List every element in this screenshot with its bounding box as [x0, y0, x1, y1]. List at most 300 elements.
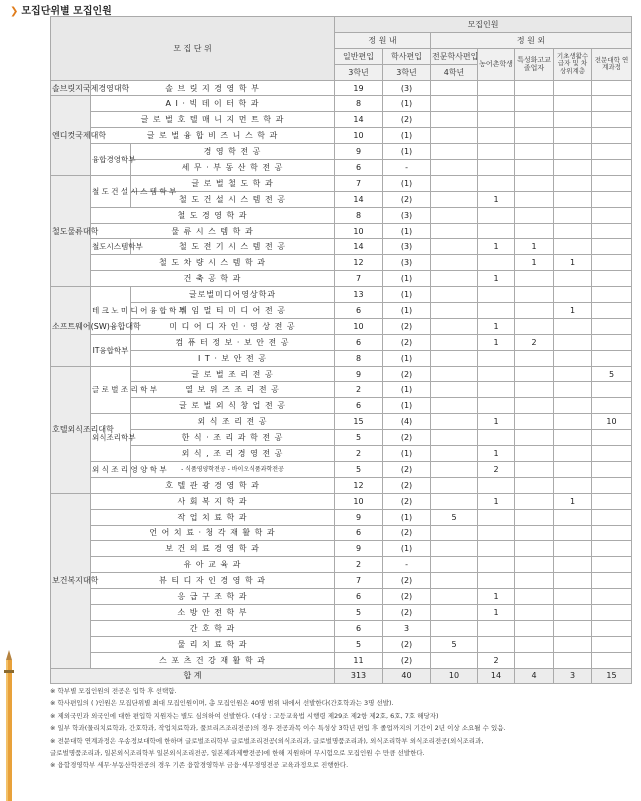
count-cell: 15 [335, 414, 383, 430]
count-cell [515, 477, 554, 493]
count-cell: (1) [383, 96, 431, 112]
major-cell: 경 영 학 전 공 [131, 144, 335, 160]
count-cell: 1 [478, 604, 515, 620]
count-cell [592, 128, 632, 144]
department-cell: 보 건 의 료 경 영 학 과 [91, 541, 335, 557]
chevron-right-icon: ❯ [10, 6, 19, 17]
count-cell [431, 414, 478, 430]
table-row [51, 525, 632, 541]
count-cell [515, 446, 554, 462]
count-cell: (3) [383, 207, 431, 223]
count-cell: 1 [478, 589, 515, 605]
division-cell: 외식조리학부 [91, 414, 131, 462]
count-cell [515, 318, 554, 334]
count-cell [515, 112, 554, 128]
header-recruit-unit: 모 집 단 위 [51, 17, 335, 81]
count-cell [478, 398, 515, 414]
count-cell: 1 [478, 239, 515, 255]
table-row [51, 573, 632, 589]
count-cell: 10 [592, 414, 632, 430]
count-cell [431, 541, 478, 557]
notes [50, 685, 635, 772]
count-cell: 6 [335, 620, 383, 636]
count-cell [478, 303, 515, 319]
department-cell: 글 로 벌 호 텔 매 니 지 먼 트 학 과 [91, 112, 335, 128]
count-cell: (2) [383, 191, 431, 207]
count-cell: 1 [478, 493, 515, 509]
count-cell [554, 414, 592, 430]
count-cell: (1) [383, 350, 431, 366]
department-cell: 물 류 시 스 템 학 과 [91, 223, 335, 239]
count-cell [515, 366, 554, 382]
count-cell [478, 287, 515, 303]
major-cell: 철 도 건 설 시 스 템 전 공 [131, 191, 335, 207]
count-cell: 10 [335, 128, 383, 144]
table-row [51, 334, 632, 350]
count-cell [478, 620, 515, 636]
table-row [51, 636, 632, 652]
college-cell: 엔디컷국제대학 [51, 96, 91, 175]
count-cell [554, 175, 592, 191]
count-cell [515, 175, 554, 191]
count-cell [478, 366, 515, 382]
count-cell: (2) [383, 589, 431, 605]
count-cell [515, 509, 554, 525]
header-outside-quota: 정 원 외 [431, 32, 632, 48]
count-cell: 10 [335, 223, 383, 239]
count-cell: (2) [383, 430, 431, 446]
count-cell [515, 589, 554, 605]
count-cell [431, 207, 478, 223]
count-cell [478, 207, 515, 223]
note-line: ※ 일부 학과(물리치료학과, 간호학과, 작업치료학과, 풀브리즈조리전공)의 경우 전공과목 이수 특성상 3학년 편입 후 졸업까지의 기간이 2년 이상 소요될 수 있음. [50, 724, 506, 733]
count-cell: 11 [335, 652, 383, 668]
count-cell [431, 461, 478, 477]
count-cell [554, 287, 592, 303]
total-label: 합 계 [51, 668, 335, 684]
count-cell: 6 [335, 303, 383, 319]
count-cell [431, 430, 478, 446]
major-cell: 세 무 · 부 동 산 학 전 공 [131, 160, 335, 176]
count-cell [478, 144, 515, 160]
count-cell: 5 [335, 430, 383, 446]
header-grade3: 3학년 [335, 64, 383, 80]
count-cell [554, 96, 592, 112]
count-cell: 10 [335, 318, 383, 334]
count-cell: 6 [335, 589, 383, 605]
division-cell: 외 식 조 리 영 양 학 부 [91, 461, 131, 477]
count-cell: 5 [335, 461, 383, 477]
count-cell [431, 493, 478, 509]
department-cell: A I · 빅 데 이 터 학 과 [91, 96, 335, 112]
count-cell [431, 350, 478, 366]
count-cell: (2) [383, 525, 431, 541]
total-count-cell: 4 [515, 668, 554, 684]
count-cell [554, 430, 592, 446]
table-row [51, 557, 632, 573]
table-row [51, 446, 632, 462]
count-cell: (2) [383, 604, 431, 620]
total-count-cell: 10 [431, 668, 478, 684]
count-cell [592, 604, 632, 620]
count-cell [478, 636, 515, 652]
pencil-icon [0, 650, 20, 801]
count-cell: (2) [383, 366, 431, 382]
count-cell [554, 509, 592, 525]
count-cell [515, 303, 554, 319]
count-cell [431, 255, 478, 271]
note-line: ※ 융합경영학부 세무·부동산학전공의 경우 기존 융합경영학부 금융·세무경영전공 교육과정으로 진행한다. [50, 761, 349, 770]
count-cell: 9 [335, 366, 383, 382]
count-cell: (3) [383, 255, 431, 271]
major-cell: I T · 보 안 전 공 [131, 350, 335, 366]
count-cell [515, 604, 554, 620]
table-row [51, 604, 632, 620]
count-cell [592, 620, 632, 636]
count-cell [554, 191, 592, 207]
count-cell [431, 604, 478, 620]
count-cell [554, 477, 592, 493]
count-cell [592, 589, 632, 605]
table-row [51, 271, 632, 287]
count-cell [515, 620, 554, 636]
count-cell [431, 160, 478, 176]
department-cell: 글 로 벌 융 합 비 즈 니 스 학 과 [91, 128, 335, 144]
count-cell: 1 [515, 255, 554, 271]
count-cell [515, 414, 554, 430]
count-cell: (1) [383, 287, 431, 303]
count-cell [554, 382, 592, 398]
count-cell [554, 239, 592, 255]
count-cell: (2) [383, 573, 431, 589]
count-cell [478, 573, 515, 589]
count-cell [554, 318, 592, 334]
count-cell: (1) [383, 303, 431, 319]
count-cell: 8 [335, 350, 383, 366]
department-cell: 언 어 치 료 · 청 각 재 활 학 과 [91, 525, 335, 541]
count-cell: 5 [431, 636, 478, 652]
count-cell [554, 334, 592, 350]
table-row [51, 255, 632, 271]
major-cell: 글 로 벌 철 도 학 과 [131, 175, 335, 191]
count-cell [592, 223, 632, 239]
count-cell [554, 350, 592, 366]
count-cell: 6 [335, 160, 383, 176]
count-cell [592, 255, 632, 271]
count-cell: 6 [335, 398, 383, 414]
count-cell [431, 557, 478, 573]
count-cell [592, 80, 632, 96]
count-cell [431, 477, 478, 493]
count-cell [592, 287, 632, 303]
count-cell: - [383, 557, 431, 573]
count-cell [478, 223, 515, 239]
count-cell [431, 382, 478, 398]
count-cell [515, 223, 554, 239]
total-count-cell: 15 [592, 668, 632, 684]
header-college-transfer: 전문학사편입 [431, 48, 478, 64]
major-cell: - 식품영양학전공 - 바이오식품과학전공 [131, 461, 335, 477]
section-title [10, 2, 112, 17]
count-cell: (1) [383, 144, 431, 160]
count-cell: 1 [478, 271, 515, 287]
count-cell: 10 [335, 493, 383, 509]
table-row [51, 398, 632, 414]
table-row [51, 461, 632, 477]
count-cell [478, 175, 515, 191]
count-cell [431, 96, 478, 112]
count-cell [592, 652, 632, 668]
count-cell [478, 525, 515, 541]
table-row [51, 414, 632, 430]
table-row [51, 589, 632, 605]
major-cell: 철 도 전 기 시 스 템 전 공 [131, 239, 335, 255]
count-cell [515, 191, 554, 207]
count-cell [554, 128, 592, 144]
table-row [51, 366, 632, 382]
division-cell: IT융합학부 [91, 334, 131, 366]
count-cell: (2) [383, 461, 431, 477]
department-cell: 유 아 교 육 과 [91, 557, 335, 573]
total-count-cell: 40 [383, 668, 431, 684]
count-cell [554, 398, 592, 414]
count-cell [592, 350, 632, 366]
count-cell [554, 461, 592, 477]
count-cell: 14 [335, 112, 383, 128]
count-cell [554, 652, 592, 668]
count-cell: 14 [335, 191, 383, 207]
department-cell: 건 축 공 학 과 [91, 271, 335, 287]
department-cell: 철 도 차 량 시 스 템 학 과 [91, 255, 335, 271]
count-cell: 9 [335, 144, 383, 160]
count-cell [592, 398, 632, 414]
count-cell [515, 652, 554, 668]
count-cell: (1) [383, 271, 431, 287]
division-cell: 융합경영학부 [91, 144, 131, 176]
count-cell [478, 541, 515, 557]
count-cell [515, 636, 554, 652]
total-count-cell: 14 [478, 668, 515, 684]
count-cell: 1 [478, 334, 515, 350]
count-cell [592, 636, 632, 652]
major-cell: 외 식 조 리 전 공 [131, 414, 335, 430]
major-cell: 글로벌미디어영상학과 [131, 287, 335, 303]
count-cell: 2 [335, 557, 383, 573]
table-row [51, 207, 632, 223]
count-cell [592, 525, 632, 541]
count-cell [478, 255, 515, 271]
count-cell: 6 [335, 334, 383, 350]
note-line: ※ 제외국민과 외국인에 대한 편입학 지원자는 별도 심의하여 선발한다. (대상 : 고등교육법 시행령 제29조 제2항 제2호, 6호, 7호 해당자) [50, 711, 439, 720]
count-cell [431, 223, 478, 239]
count-cell: (2) [383, 477, 431, 493]
count-cell: (4) [383, 414, 431, 430]
division-cell: 테 크 노 미 디 어 융 합 학 부 [91, 287, 131, 335]
count-cell [431, 334, 478, 350]
count-cell [515, 96, 554, 112]
count-cell: (2) [383, 334, 431, 350]
count-cell: 2 [478, 652, 515, 668]
header-rural: 농어촌학생 [478, 48, 515, 80]
count-cell [478, 80, 515, 96]
count-cell [515, 128, 554, 144]
count-cell [431, 398, 478, 414]
department-cell: 사 회 복 지 학 과 [91, 493, 335, 509]
count-cell [592, 557, 632, 573]
count-cell: (3) [383, 239, 431, 255]
count-cell: 13 [335, 287, 383, 303]
count-cell [592, 175, 632, 191]
count-cell [478, 350, 515, 366]
division-cell: 철도시스템학부 [91, 239, 131, 255]
count-cell [592, 303, 632, 319]
count-cell: (1) [383, 541, 431, 557]
header-academic-transfer: 학사편입 [383, 48, 431, 64]
major-cell: 컴 퓨 터 정 보 · 보 안 전 공 [131, 334, 335, 350]
count-cell: 19 [335, 80, 383, 96]
college-cell: 소프트웨어(SW)융합대학 [51, 287, 91, 366]
table-row [51, 160, 632, 176]
table-row [51, 477, 632, 493]
header-general-transfer: 일반편입 [335, 48, 383, 64]
count-cell [592, 461, 632, 477]
major-cell: 게 임 멀 티 미 디 어 전 공 [131, 303, 335, 319]
count-cell [554, 207, 592, 223]
count-cell: 12 [335, 477, 383, 493]
count-cell: 1 [554, 255, 592, 271]
count-cell [554, 541, 592, 557]
count-cell [592, 112, 632, 128]
count-cell: 1 [554, 493, 592, 509]
count-cell: 6 [335, 525, 383, 541]
count-cell [478, 430, 515, 446]
count-cell [592, 144, 632, 160]
major-cell: 미 디 어 디 자 인 · 영 상 전 공 [131, 318, 335, 334]
count-cell [592, 573, 632, 589]
count-cell [554, 366, 592, 382]
count-cell [478, 382, 515, 398]
count-cell: 8 [335, 207, 383, 223]
count-cell [554, 620, 592, 636]
table-row [51, 620, 632, 636]
division-cell: 글 로 벌 조 리 학 부 [91, 366, 131, 414]
count-cell: 5 [592, 366, 632, 382]
count-cell: (2) [383, 652, 431, 668]
college-cell: 보건복지대학 [51, 493, 91, 668]
count-cell [592, 160, 632, 176]
count-cell [515, 398, 554, 414]
count-cell [431, 573, 478, 589]
count-cell [592, 271, 632, 287]
count-cell: 9 [335, 509, 383, 525]
table-row [51, 112, 632, 128]
count-cell [515, 144, 554, 160]
table-row [51, 80, 632, 96]
major-cell: 한 식 · 조 리 과 학 전 공 [131, 430, 335, 446]
count-cell [431, 446, 478, 462]
count-cell [431, 112, 478, 128]
total-count-cell: 313 [335, 668, 383, 684]
count-cell [592, 509, 632, 525]
count-cell [515, 350, 554, 366]
count-cell [431, 239, 478, 255]
table-row [51, 652, 632, 668]
header-within-quota: 정 원 내 [335, 32, 431, 48]
count-cell [515, 382, 554, 398]
major-cell: 글 로 벌 외 식 창 업 전 공 [131, 398, 335, 414]
count-cell [515, 573, 554, 589]
department-cell: 소 방 안 전 학 부 [91, 604, 335, 620]
count-cell [515, 461, 554, 477]
note-line: ※ 전문대학 연계과정은 우송정보대학에 한하며 글로벌조리학부 글로벌조리전공(외식조리과, 글로벌명품조리과), 외식조리학부 외식조리전공(외식조리과, [50, 736, 484, 745]
count-cell: 1 [515, 239, 554, 255]
count-cell: 2 [515, 334, 554, 350]
count-cell: 2 [335, 446, 383, 462]
table-row [51, 96, 632, 112]
count-cell [515, 160, 554, 176]
count-cell: 7 [335, 271, 383, 287]
count-cell [515, 287, 554, 303]
count-cell [592, 191, 632, 207]
count-cell [515, 80, 554, 96]
table-row [51, 128, 632, 144]
count-cell: 9 [335, 541, 383, 557]
count-cell [431, 175, 478, 191]
count-cell: (1) [383, 509, 431, 525]
count-cell: (1) [383, 382, 431, 398]
note-line: ※ 학사편입의 ( )인원은 모집단위별 최대 모집인원이며, 총 모집인원은 40명 범위 내에서 선발한다(간호학과는 3명 선발). [50, 699, 394, 708]
count-cell [431, 589, 478, 605]
count-cell: 2 [478, 461, 515, 477]
division-cell: 철 도 건 설 시 스 템 학 부 [91, 175, 131, 207]
count-cell: 12 [335, 255, 383, 271]
table-row [51, 509, 632, 525]
count-cell: (2) [383, 112, 431, 128]
count-cell: (1) [383, 128, 431, 144]
header-grade3b: 3학년 [383, 64, 431, 80]
section-title-text: 모집단위별 모집인원 [21, 6, 112, 17]
count-cell [592, 318, 632, 334]
count-cell [554, 80, 592, 96]
college-cell: 호텔외식조리대학 [51, 366, 91, 493]
header-college-link: 전문대학 연계과정 [592, 48, 632, 80]
table-row [51, 493, 632, 509]
count-cell: 1 [554, 303, 592, 319]
count-cell: (2) [383, 636, 431, 652]
count-cell: 5 [335, 636, 383, 652]
count-cell [592, 96, 632, 112]
count-cell [478, 557, 515, 573]
count-cell [592, 446, 632, 462]
note-line: ※ 학부별 모집인원의 전공은 입학 후 선택함. [50, 687, 177, 695]
count-cell: 1 [478, 318, 515, 334]
count-cell [554, 589, 592, 605]
count-cell: (2) [383, 318, 431, 334]
table-row [51, 144, 632, 160]
count-cell: (1) [383, 446, 431, 462]
count-cell [515, 557, 554, 573]
count-cell [554, 573, 592, 589]
count-cell [478, 128, 515, 144]
count-cell [431, 128, 478, 144]
count-cell [515, 525, 554, 541]
count-cell [592, 382, 632, 398]
count-cell: 1 [478, 446, 515, 462]
count-cell [592, 541, 632, 557]
count-cell [431, 366, 478, 382]
department-cell: 작 업 치 료 학 과 [91, 509, 335, 525]
header-recruit-count: 모집인원 [335, 17, 632, 33]
